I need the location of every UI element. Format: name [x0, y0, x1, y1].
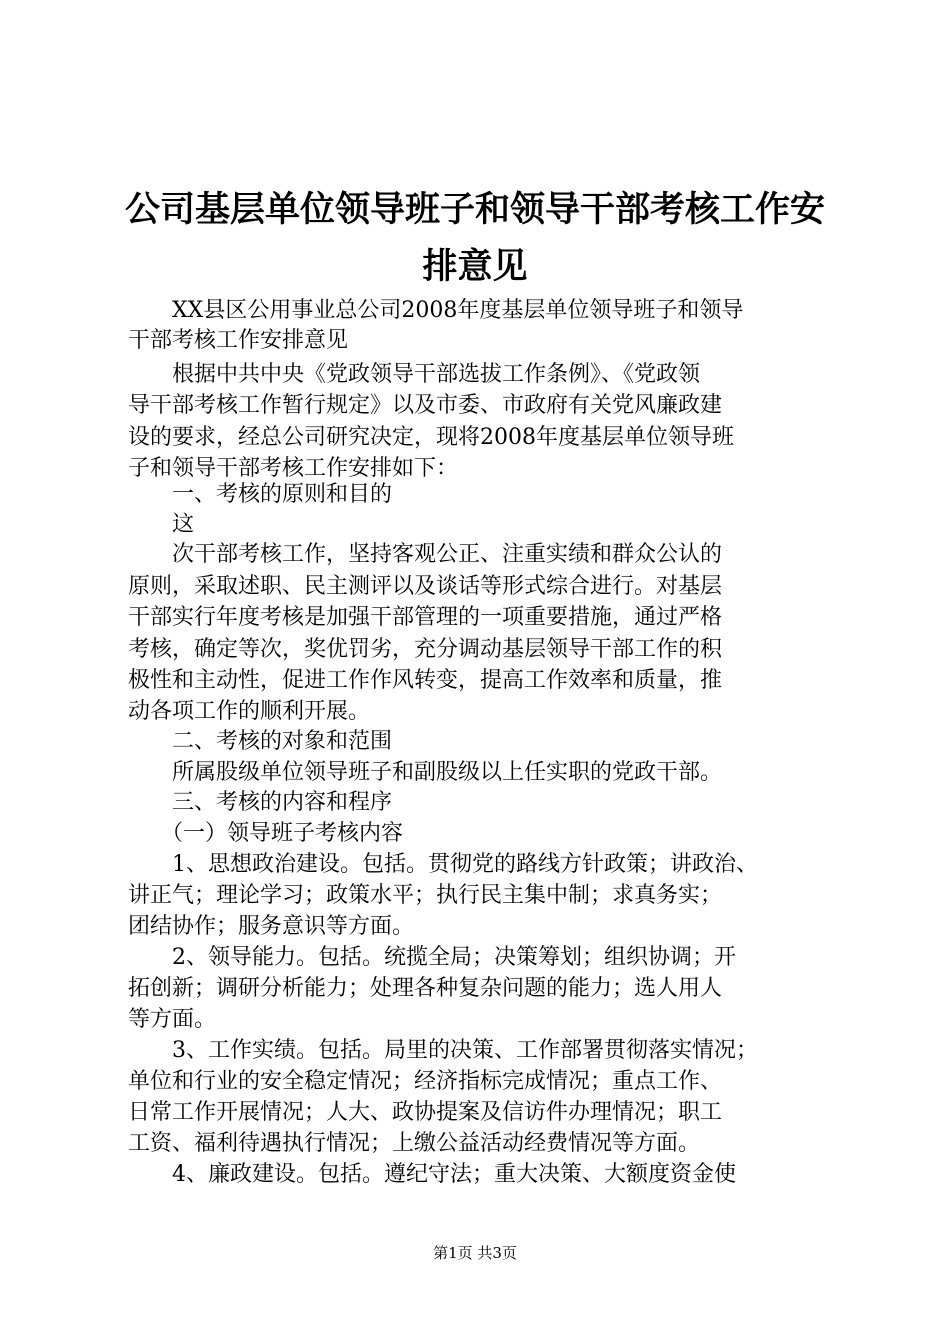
body-line: 所属股级单位领导班子和副股级以上任实职的党政干部。: [128, 760, 723, 785]
body-line: 4、廉政建设。包括。遵纪守法；重大决策、大额度资金使: [128, 1162, 736, 1187]
body-line: 单位和行业的安全稳定情况；经济指标完成情况；重点工作、: [128, 1069, 723, 1094]
body-line: 团结协作；服务意识等方面。: [128, 914, 415, 939]
body-line: 日常工作开展情况；人大、政协提案及信访件办理情况；职工: [128, 1100, 723, 1125]
body-line: 3、工作实绩。包括。局里的决策、工作部署贯彻落实情况；: [128, 1038, 758, 1063]
body-line: 极性和主动性，促进工作作风转变，提高工作效率和质量，推: [128, 668, 723, 693]
subsection-heading: （一）领导班子考核内容: [128, 821, 404, 846]
body-line: 动各项工作的顺利开展。: [128, 699, 371, 724]
body-line: 2、领导能力。包括。统揽全局；决策筹划；组织协调；开: [128, 945, 736, 970]
body-line: 设的要求，经总公司研究决定，现将2008年度基层单位领导班: [128, 425, 734, 450]
body-line: XX县区公用事业总公司2008年度基层单位领导班子和领导: [128, 298, 744, 323]
body-line: 导干部考核工作暂行规定》以及市委、市政府有关党风廉政建: [128, 393, 723, 418]
section-heading: 三、考核的内容和程序: [128, 790, 393, 815]
section-heading: 二、考核的对象和范围: [128, 729, 393, 754]
body-line: 子和领导干部考核工作安排如下：: [128, 456, 459, 481]
document-title-line-1: 公司基层单位领导班子和领导干部考核工作安: [124, 190, 825, 230]
body-line: 干部考核工作安排意见: [128, 328, 349, 353]
section-heading: 一、考核的原则和目的: [128, 482, 393, 507]
body-line: 干部实行年度考核是加强干部管理的一项重要措施，通过严格: [128, 605, 723, 630]
body-line: 次干部考核工作，坚持客观公正、注重实绩和群众公认的: [128, 542, 723, 567]
body-line: 根据中共中央《党政领导干部选拔工作条例》、《党政领: [128, 362, 701, 387]
body-line: 这: [128, 512, 195, 537]
page-number-footer: 第1页 共3页: [433, 1244, 517, 1262]
body-line: 讲正气；理论学习；政策水平；执行民主集中制；求真务实；: [128, 883, 723, 908]
body-line: 拓创新；调研分析能力；处理各种复杂问题的能力；选人用人: [128, 976, 723, 1001]
body-line: 等方面。: [128, 1007, 217, 1032]
body-line: 工资、福利待遇执行情况；上缴公益活动经费情况等方面。: [128, 1131, 701, 1156]
body-line: 考核，确定等次，奖优罚劣，充分调动基层领导干部工作的积: [128, 637, 723, 662]
body-line: 原则，采取述职、民主测评以及谈话等形式综合进行。对基层: [128, 574, 723, 599]
body-line: 1、思想政治建设。包括。贯彻党的路线方针政策；讲政治、: [128, 852, 758, 877]
document-title-line-2: 排意见: [422, 247, 528, 287]
